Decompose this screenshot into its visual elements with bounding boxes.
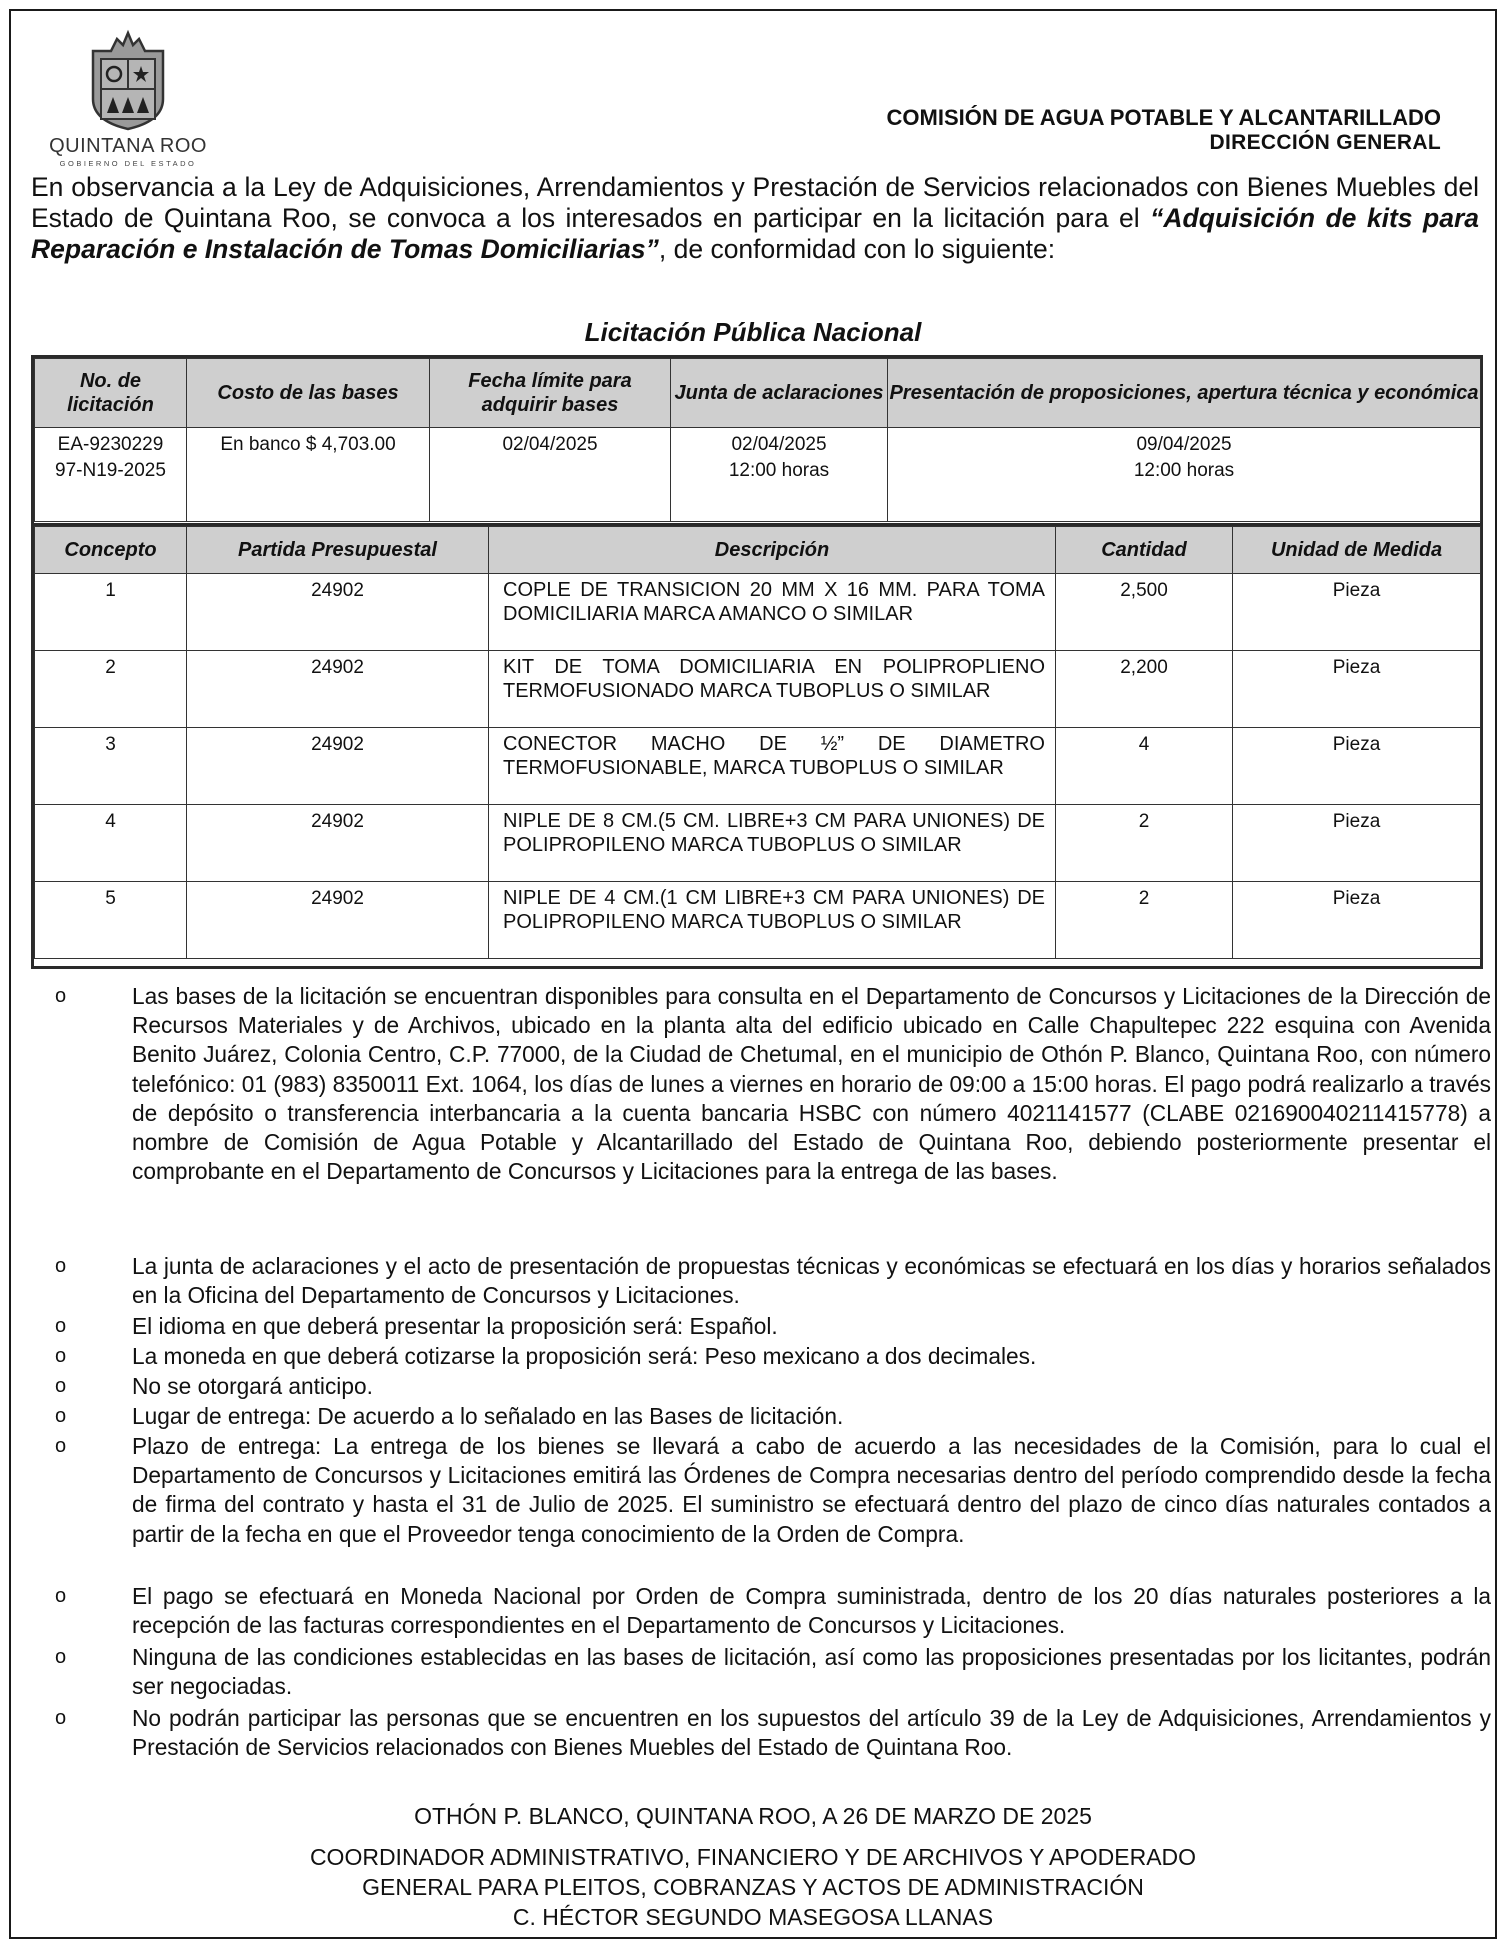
cantidad-cell: 4 xyxy=(1056,728,1233,805)
list-item xyxy=(31,1342,1491,1371)
list-item-text: Ninguna de las condiciones establecidas en las bases de licitación, así como las proposiciones presentadas por los licitantes, podrán ser negociadas. xyxy=(132,1644,1491,1700)
descripcion-cell: COPLE DE TRANSICION 20 MM X 16 MM. PARA TOMA DOMICILIARIA MARCA AMANCO O SIMILAR xyxy=(489,574,1056,651)
bullet-marker: o xyxy=(55,1375,67,1397)
concepto-cell: 5 xyxy=(35,882,187,959)
partida-cell: 24902 xyxy=(187,805,489,882)
signer-name: C. HÉCTOR SEGUNDO MASEGOSA LLANAS xyxy=(512,1904,994,1930)
intro-emphasis: “Adquisición de kits para Reparación e Instalación de Tomas Domiciliarias” xyxy=(31,203,1479,264)
organization-title: COMISIÓN DE AGUA POTABLE Y ALCANTARILLADO xyxy=(886,105,1441,130)
concepto-cell: 4 xyxy=(35,805,187,882)
deadline-date: 02/04/2025 xyxy=(430,428,671,522)
table-row xyxy=(35,882,1481,959)
list-item-text: No se otorgará anticipo. xyxy=(132,1373,373,1399)
unidad-cell: Pieza xyxy=(1233,651,1481,728)
column-header: No. de licitación xyxy=(35,359,187,428)
column-header: Descripción xyxy=(489,527,1056,574)
intro-paragraph xyxy=(31,172,1479,265)
list-item-text: No podrán participar las personas que se encuentren en los supuestos del artículo 39 de la Ley de Adquisiciones, Arrendamientos y Prestación de Servicios relacionados con Bienes Muebles del Estado de Quintana Roo. xyxy=(132,1705,1491,1761)
list-item xyxy=(31,1582,1491,1640)
column-header: Presentación de proposiciones, apertura técnica y económica xyxy=(888,359,1481,428)
list-item-text: La junta de aclaraciones y el acto de presentación de propuestas técnicas y económicas se efectuará en los días y horarios señalados en la Oficina del Departamento de Concursos y Licitaciones. xyxy=(132,1253,1491,1309)
table-header-row xyxy=(35,359,1481,428)
unidad-cell: Pieza xyxy=(1233,805,1481,882)
intro-text-end: , de conformidad con lo siguiente: xyxy=(658,234,1056,264)
licitacion-table-frame xyxy=(31,355,1483,527)
logo-subtitle: GOBIERNO DEL ESTADO xyxy=(59,159,197,168)
unidad-cell: Pieza xyxy=(1233,574,1481,651)
bullet-marker: o xyxy=(55,1315,67,1337)
logo-name: QUINTANA ROO xyxy=(49,135,207,157)
partida-cell: 24902 xyxy=(187,651,489,728)
column-header: Concepto xyxy=(35,527,187,574)
list-item-text: Las bases de la licitación se encuentran disponibles para consulta en el Departamento de Concursos y Licitaciones de la Dirección de Recursos Materiales y de Archivos, ubicado en la planta alta del edificio ubicado en Calle Chapultepec 222 esquina con Avenida Benito Juárez, Colonia Centro, C.P. 77000, de la Ciudad de Chetumal, en el municipio de Othón P. Blanco, Quintana Roo, con número telefónico: 01 (983) 8350011 Ext. 1064, los días de lunes a viernes en horario de 09:00 a 15:00 horas. El pago podrá realizarlo a través de depósito o transferencia interbancaria a la cuenta bancaria HSBC con número 4021141577 (CLABE 021690040211415778) a nombre de Comisión de Agua Potable y Alcantarillado del Estado de Quintana Roo, debiendo posteriormente presentar el comprobante en el Departamento de Concursos y Licitaciones para la entrega de las bases. xyxy=(132,983,1491,1185)
partidas-table xyxy=(34,526,1481,959)
column-header: Partida Presupuestal xyxy=(187,527,489,574)
proposal-presentation: 09/04/2025 12:00 horas xyxy=(888,428,1481,522)
descripcion-cell: NIPLE DE 4 CM.(1 CM LIBRE+3 CM PARA UNIONES) DE POLIPROPILENO MARCA TUBOPLUS O SIMILAR xyxy=(489,882,1056,959)
column-header: Cantidad xyxy=(1056,527,1233,574)
concepto-cell: 1 xyxy=(35,574,187,651)
list-item xyxy=(31,982,1491,1186)
concepto-cell: 3 xyxy=(35,728,187,805)
column-header: Fecha límite para adquirir bases xyxy=(430,359,671,428)
unidad-cell: Pieza xyxy=(1233,882,1481,959)
list-item-text: Lugar de entrega: De acuerdo a lo señalado en las Bases de licitación. xyxy=(132,1403,844,1429)
place-date: OTHÓN P. BLANCO, QUINTANA ROO, A 26 DE MARZO DE 2025 xyxy=(414,1803,1092,1829)
table-row xyxy=(35,651,1481,728)
cantidad-cell: 2,500 xyxy=(1056,574,1233,651)
table-row xyxy=(35,805,1481,882)
table-row xyxy=(35,574,1481,651)
bullet-marker: o xyxy=(55,1585,67,1607)
signer-title-line2: GENERAL PARA PLEITOS, COBRANZAS Y ACTOS DE ADMINISTRACIÓN xyxy=(362,1874,1144,1900)
clarification-meeting: 02/04/2025 12:00 horas xyxy=(671,428,888,522)
section-title: Licitación Pública Nacional xyxy=(584,317,922,347)
list-item xyxy=(31,1643,1491,1701)
partida-cell: 24902 xyxy=(187,728,489,805)
bullet-marker: o xyxy=(55,1405,67,1427)
column-header: Junta de aclaraciones xyxy=(671,359,888,428)
table-header-row xyxy=(35,527,1481,574)
signer-title-line1: COORDINADOR ADMINISTRATIVO, FINANCIERO Y DE ARCHIVOS Y APODERADO xyxy=(309,1844,1197,1870)
bases-cost: En banco $ 4,703.00 xyxy=(187,428,430,522)
partidas-table-frame xyxy=(31,523,1483,969)
concepto-cell: 2 xyxy=(35,651,187,728)
partida-cell: 24902 xyxy=(187,882,489,959)
coat-of-arms-icon xyxy=(83,29,173,133)
licitacion-number: EA-923022997-N19-2025 xyxy=(35,428,187,522)
list-item xyxy=(31,1704,1491,1762)
list-item-text: El pago se efectuará en Moneda Nacional por Orden de Compra suministrada, dentro de los 20 días naturales posteriores a la recepción de las facturas correspondientes en el Departamento de Concursos y Licitaciones. xyxy=(132,1583,1491,1639)
licitacion-table xyxy=(34,358,1481,522)
bullet-marker: o xyxy=(55,985,67,1007)
list-item xyxy=(31,1252,1491,1310)
bullet-marker: o xyxy=(55,1345,67,1367)
cantidad-cell: 2 xyxy=(1056,882,1233,959)
bullet-marker: o xyxy=(55,1646,67,1668)
table-row xyxy=(35,728,1481,805)
descripcion-cell: KIT DE TOMA DOMICILIARIA EN POLIPROPLIENO TERMOFUSIONADO MARCA TUBOPLUS O SIMILAR xyxy=(489,651,1056,728)
notice-page xyxy=(9,9,1497,1939)
table-row xyxy=(35,428,1481,522)
state-logo xyxy=(38,29,218,171)
list-item xyxy=(31,1312,1491,1341)
intro-text: En observancia a la Ley de Adquisiciones, Arrendamientos y Prestación de Servicios relacionados con Bienes Muebles del Estado de Quintana Roo, se convoca a los interesados en participar en la licitación para el xyxy=(31,172,1479,233)
cantidad-cell: 2 xyxy=(1056,805,1233,882)
department-title: DIRECCIÓN GENERAL xyxy=(1209,131,1441,154)
list-item-text: El idioma en que deberá presentar la proposición será: Español. xyxy=(132,1313,778,1339)
partida-cell: 24902 xyxy=(187,574,489,651)
bullet-marker: o xyxy=(55,1707,67,1729)
cantidad-cell: 2,200 xyxy=(1056,651,1233,728)
column-header: Unidad de Medida xyxy=(1233,527,1481,574)
column-header: Costo de las bases xyxy=(187,359,430,428)
list-item xyxy=(31,1402,1491,1431)
list-item-text: La moneda en que deberá cotizarse la proposición será: Peso mexicano a dos decimales. xyxy=(132,1343,1037,1369)
list-item-text: Plazo de entrega: La entrega de los bienes se llevará a cabo de acuerdo a las necesidades de la Comisión, para lo cual el Departamento de Concursos y Licitaciones emitirá las Órdenes de Compra necesarias dentro del período comprendido desde la fecha de firma del contrato y hasta el 31 de Julio de 2025. El suministro se efectuará dentro del plazo de cinco días naturales contados a partir de la fecha en que el Proveedor tenga conocimiento de la Orden de Compra. xyxy=(132,1433,1491,1547)
bullet-marker: o xyxy=(55,1255,67,1277)
descripcion-cell: CONECTOR MACHO DE ½” DE DIAMETRO TERMOFUSIONABLE, MARCA TUBOPLUS O SIMILAR xyxy=(489,728,1056,805)
bullet-marker: o xyxy=(55,1435,67,1457)
unidad-cell: Pieza xyxy=(1233,728,1481,805)
list-item xyxy=(31,1432,1491,1549)
descripcion-cell: NIPLE DE 8 CM.(5 CM. LIBRE+3 CM PARA UNIONES) DE POLIPROPILENO MARCA TUBOPLUS O SIMILAR xyxy=(489,805,1056,882)
list-item xyxy=(31,1372,1491,1401)
